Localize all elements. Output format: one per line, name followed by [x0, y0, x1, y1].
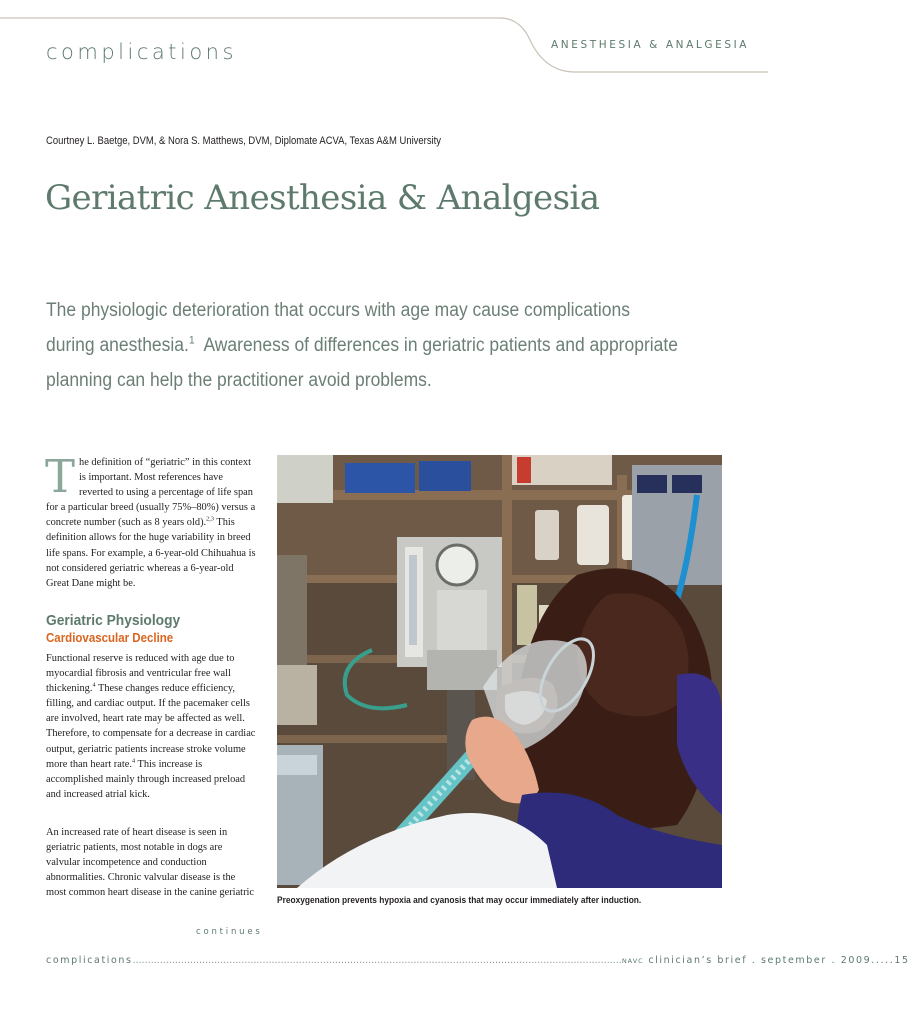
lead-line: during anesthesia.$^1$ Awareness of differences in geriatric patients and appropriate — [46, 334, 678, 356]
lead-line: planning can help the practitioner avoid problems. — [46, 370, 432, 391]
footer-section: complications — [46, 955, 133, 966]
cardio-paragraph: Functional reserve is reduced with age due to myocardial fibrosis and ventricular free wall thickening.$^4$ These changes reduce efficiency, filling, and cardiac output. If the pacemaker cells are involved, heart rate may be affected as well. Therefore, to compensate for a decrease in cardiac output, geriatric patients increase stroke volume more than heart rate.$^4$ This increase is accomplished mainly through increased preload and increased atrial kick. — [46, 653, 256, 800]
photo-caption: Preoxygenation prevents hypoxia and cyanosis that may occur immediately after induction. — [277, 895, 642, 906]
footer-publisher: NAVC — [621, 957, 644, 965]
footer-page-dots: ..... — [871, 955, 895, 966]
continues-label: continues — [196, 927, 263, 937]
lead-line: The physiologic deterioration that occurs with age may cause complications — [46, 300, 630, 321]
section-heading: Geriatric Physiology — [46, 612, 181, 629]
section-label: complications — [46, 40, 237, 64]
page-number: 15 — [894, 955, 910, 966]
article-title: Geriatric Anesthesia & Analgesia — [45, 178, 600, 218]
topic-label: ANESTHESIA & ANALGESIA — [551, 39, 750, 51]
subsection-heading: Cardiovascular Decline — [46, 631, 174, 645]
drop-cap: T — [45, 450, 76, 503]
footer-publication: clinician’s brief . september . 2009 — [643, 955, 872, 966]
footer-leader-dots: .................................................................................................................................................................. — [132, 955, 622, 966]
heart-disease-paragraph: An increased rate of heart disease is seen in geriatric patients, most notable in dogs are valvular incompetence and conduction abnormalities. Chronic valvular disease is the most common heart disease in the canine geriatric — [46, 827, 255, 899]
intro-paragraph: The definition of “geriatric” in this context is important. Most references have reverted to using a percentage of life span for a particular breed (usually 75%–80%) versus a concrete number (such as 8 years old).$^{2,3}$ This definition allows for the huge variability in breed life spans. For example, a 6-year-old Chihuahua is not considered geriatric whereas a 6-year-old Great Dane might be. — [45, 450, 256, 589]
lead-paragraph — [46, 293, 678, 398]
author-byline: Courtney L. Baetge, DVM, & Nora S. Matthews, DVM, Diplomate ACVA, Texas A&M University — [46, 135, 442, 147]
page-footer — [46, 955, 910, 966]
article-photo — [277, 455, 722, 888]
